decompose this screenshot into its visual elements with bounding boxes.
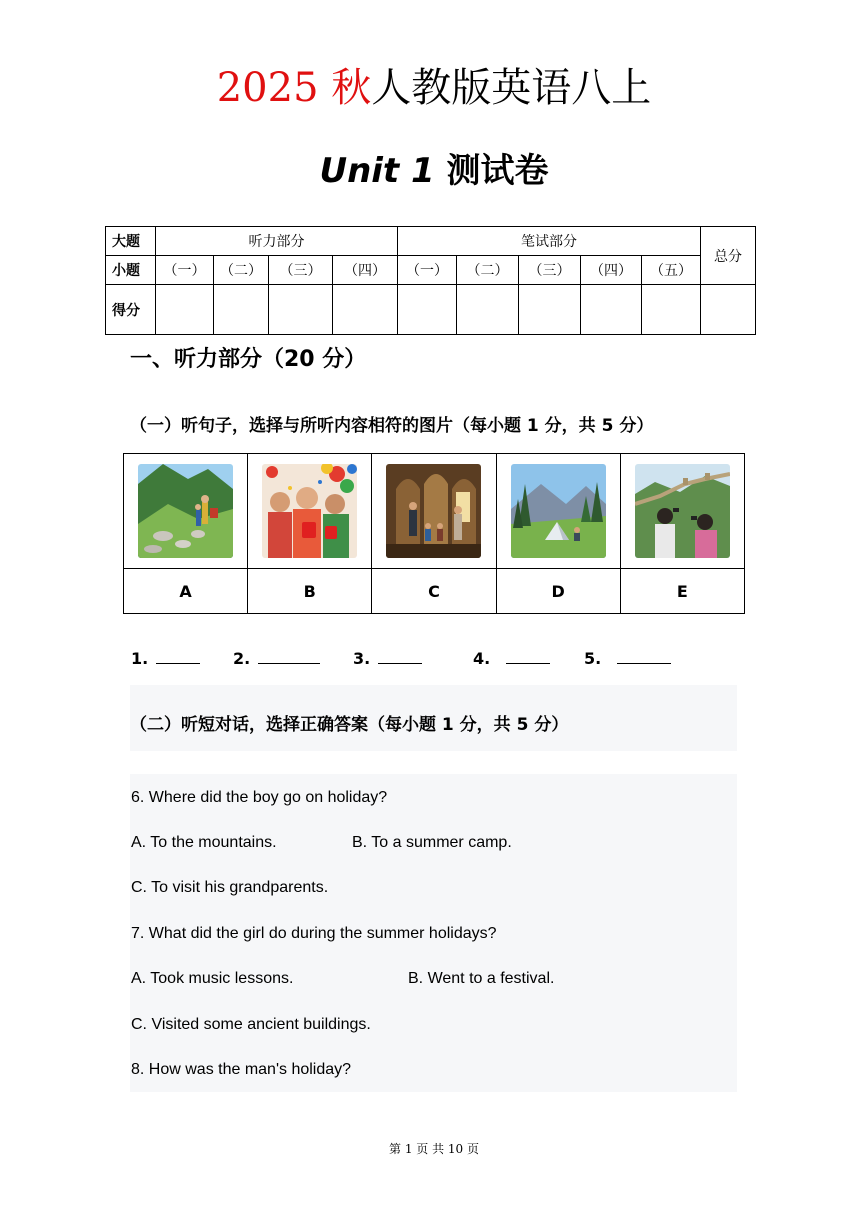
writing-part: （五） (642, 256, 701, 285)
score-cell[interactable] (457, 285, 519, 335)
score-cell[interactable] (642, 285, 701, 335)
picture-cell (496, 454, 620, 569)
blank-number: 1. (131, 649, 149, 668)
score-table (105, 226, 756, 335)
writing-part: （四） (581, 256, 642, 285)
picture-label: A (124, 569, 248, 614)
writing-header: 笔试部分 (398, 227, 701, 256)
writing-part: （三） (519, 256, 581, 285)
score-cell[interactable] (333, 285, 398, 335)
answer-blank[interactable] (131, 648, 200, 670)
answer-blank[interactable] (584, 648, 671, 670)
camping-photo-icon (511, 464, 606, 558)
picture-label: E (620, 569, 744, 614)
section-heading-listening: 一、听力部分（20 分） (130, 347, 367, 372)
listening-part: （一） (156, 256, 214, 285)
blank-number: 5. (584, 649, 602, 668)
listening-part: （四） (333, 256, 398, 285)
row-label-major: 大题 (106, 227, 156, 256)
hiking-photo-icon (138, 464, 233, 558)
picture-cell (372, 454, 496, 569)
score-cell[interactable] (701, 285, 756, 335)
score-cell[interactable] (214, 285, 269, 335)
subtitle-unit: Unit 1 (319, 151, 435, 191)
blank-number: 3. (353, 649, 371, 668)
picture-label: C (372, 569, 496, 614)
great-wall-photo-icon (635, 464, 730, 558)
question-6: 6. Where did the boy go on holiday? (131, 789, 388, 806)
page-footer: 第 1 页 共 10 页 (389, 1142, 479, 1156)
title-text: 人教版英语八上 (371, 65, 652, 111)
score-cell[interactable] (269, 285, 333, 335)
question-8: 8. How was the man's holiday? (131, 1061, 352, 1078)
answer-blank[interactable] (233, 648, 320, 670)
listening-part: （三） (269, 256, 333, 285)
part1-heading: （一）听句子，选择与所听内容相符的图片（每小题 1 分，共 5 分） (130, 416, 654, 436)
row-label-minor: 小题 (106, 256, 156, 285)
blank-number: 4. (473, 649, 491, 668)
writing-part: （二） (457, 256, 519, 285)
option-6c[interactable]: C. To visit his grandparents. (131, 879, 329, 896)
subtitle-test: 测试卷 (446, 151, 549, 191)
page-subtitle (0, 146, 868, 196)
page-title (0, 60, 868, 116)
question-7: 7. What did the girl do during the summer holidays? (131, 925, 497, 942)
picture-cell (124, 454, 248, 569)
option-6b[interactable]: B. To a summer camp. (352, 834, 512, 851)
picture-cell (248, 454, 372, 569)
total-header: 总分 (701, 227, 756, 285)
writing-part: （一） (398, 256, 457, 285)
score-cell[interactable] (398, 285, 457, 335)
title-year: 2025 秋 (216, 65, 372, 111)
part2-heading: （二）听短对话，选择正确答案（每小题 1 分，共 5 分） (130, 715, 569, 735)
option-6a[interactable]: A. To the mountains. (131, 834, 277, 851)
blank-number: 2. (233, 649, 251, 668)
score-cell[interactable] (156, 285, 214, 335)
row-label-score: 得分 (106, 285, 156, 335)
option-7c[interactable]: C. Visited some ancient buildings. (131, 1016, 371, 1033)
picture-table (123, 453, 745, 614)
listening-part: （二） (214, 256, 269, 285)
score-cell[interactable] (519, 285, 581, 335)
listening-header: 听力部分 (156, 227, 398, 256)
score-cell[interactable] (581, 285, 642, 335)
picture-cell (620, 454, 744, 569)
answer-blank[interactable] (473, 648, 550, 670)
picture-label: B (248, 569, 372, 614)
picture-label: D (496, 569, 620, 614)
festival-photo-icon (262, 464, 357, 558)
ancient-building-photo-icon (386, 464, 481, 558)
option-7b[interactable]: B. Went to a festival. (408, 970, 555, 987)
option-7a[interactable]: A. Took music lessons. (131, 970, 294, 987)
answer-blank[interactable] (353, 648, 422, 670)
